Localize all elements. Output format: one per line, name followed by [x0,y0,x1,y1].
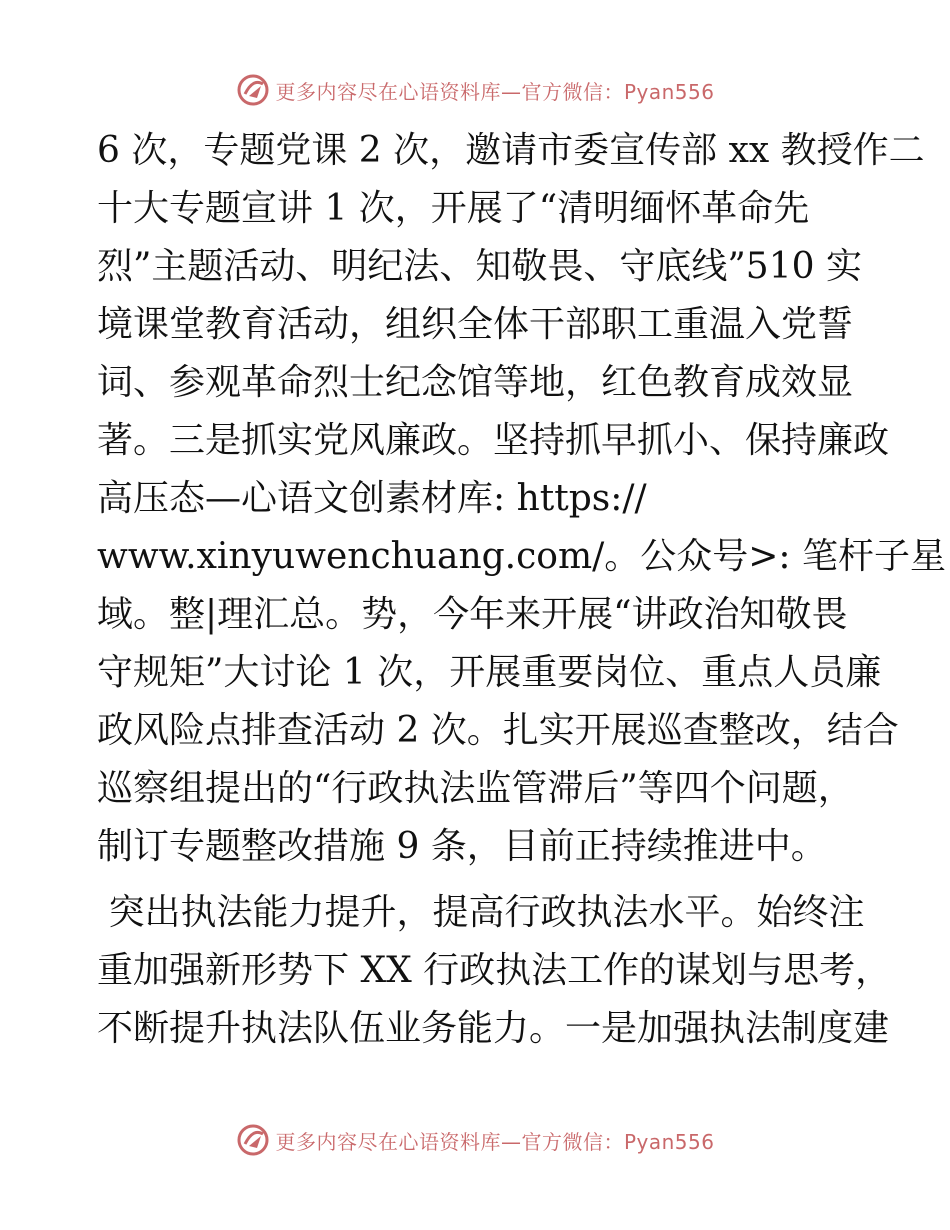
header-banner-text: 更多内容尽在心语资料库—官方微信：Pyan556 [275,79,715,104]
text-line: 烈”主题活动、明纪法、知敬畏、守底线”510 实 [97,246,862,287]
paragraph [97,122,946,876]
brand-logo-icon [235,72,271,108]
text-line: 6 次，专题党课 2 次，邀请市委宣传部 xx 教授作二 [97,130,925,171]
document-body [97,122,946,1058]
text-line: 制订专题整改措施 9 条，目前正持续推进中。 [97,826,827,867]
text-line: 巡察组提出的“行政执法监管滞后”等四个问题， [97,768,854,809]
text-line: 词、参观革命烈士纪念馆等地，红色教育成效显 [97,362,854,403]
text-line: 著。三是抓实党风廉政。坚持抓早抓小、保持廉政 [97,420,890,461]
text-line: 守规矩”大讨论 1 次，开展重要岗位、重点人员廉 [97,652,882,693]
text-line: 政风险点排查活动 2 次。扎实开展巡查整改，结合 [97,710,899,751]
text-line: 域。整|理汇总。势，今年来开展“讲政治知敬畏 [97,594,848,635]
text-line: 境课堂教育活动，组织全体干部职工重温入党誓 [97,304,854,345]
text-line: 重加强新形势下 XX 行政执法工作的谋划与思考， [97,950,892,991]
text-line: www.xinyuwenchuang.com/。公众号>: 笔杆子星 [97,536,946,577]
footer-banner-text: 更多内容尽在心语资料库—官方微信：Pyan556 [275,1129,715,1154]
paragraph [97,884,892,1058]
text-line: 十大专题宣讲 1 次，开展了“清明缅怀革命先 [97,188,810,229]
text-line: 不断提升执法队伍业务能力。一是加强执法制度建 [97,1008,890,1049]
text-line: 高压态—心语文创素材库: https:// [97,478,647,519]
brand-logo-icon [235,1122,271,1158]
footer-banner [0,1120,950,1160]
header-banner [0,70,950,110]
paragraph-gap [97,876,857,884]
text-line: 突出执法能力提升，提高行政执法水平。始终注 [97,892,865,933]
